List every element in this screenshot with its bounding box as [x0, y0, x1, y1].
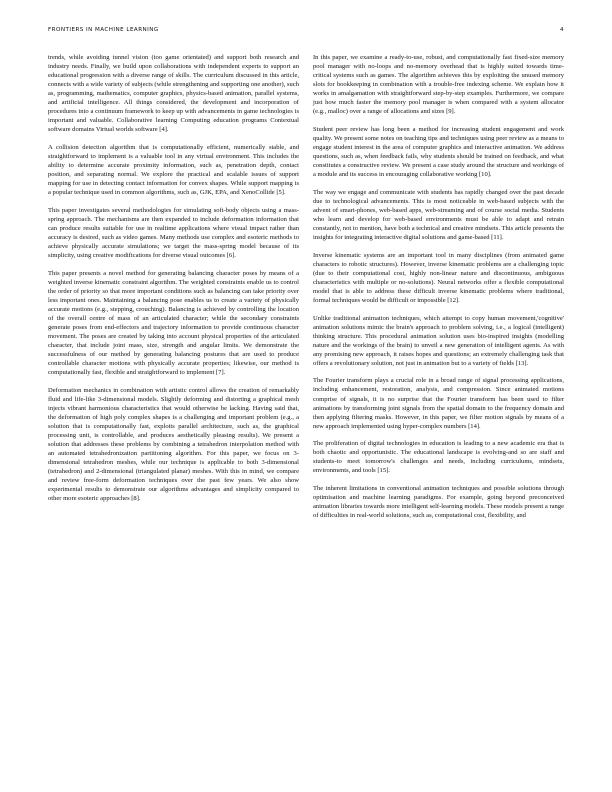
right-column: [313, 53, 564, 520]
right-paragraph-4: Inverse kinematic systems are an important tool in many disciplines (from animated game characters to robotic structures). However, inverse kinematic problems are a challenging topic (due to their computational cost, highly non-linear nature and discontinuous, ambiguous characteristics with multiple or no-solutions). Neural networks offer a flexible computational model that is able to address these difficult inverse kinematic problems where traditional, formal techniques would be difficult or impossible [12].: [313, 251, 564, 304]
right-paragraph-5: Unlike traditional animation techniques, which attempt to copy human movement,'cognitive' animation solutions mimic the brain's approach to problem solving, i.e., a logical (intelligent) thinking structure. This procedural animation solution uses bio-inspired insights (modelling nature and the workings of the brain) to unveil a new generation of intelligent agents. As with any promising new approach, it raises hopes and questions; an extremely challenging task that offers a revolutionary solution, not just in animation but to a variety of fields [13].: [313, 314, 564, 367]
right-paragraph-6: The Fourier transform plays a crucial role in a broad range of signal processing applications, including enhancement, restoration, analysis, and compression. Since animated motions comprise of signals, it is no surprise that the Fourier transform has been used to filter animations by transforming joint signals from the spatial domain to the frequency domain and then applying filtering masks. However, in this paper, we filter motion signals by means of a new approach implemented using hyper-complex numbers [14].: [313, 377, 564, 430]
running-head: [48, 27, 564, 37]
left-paragraph-3: This paper investigates several methodologies for simulating soft-body objects using a mass- spring approach. The mechanisms are then expanded to include deformation information that can produce results suitable for use in realtime applications where visual impact rather than accuracy is desired, such as video games. Many methods use complex and esoteric methods to achieve physically accurate simulations; we target the mass-spring model because of its simplicity, using creative modifications for diverse visual outcomes [6].: [48, 206, 299, 260]
right-paragraph-3: The way we engage and communicate with students has rapidly changed over the past decade due to technological advancements. This is most noticeable in web-based subjects with the advent of smart-phones, web-based apps, web-streaming and of course social media. Students who learn and develop for web-based environments must be able to adapt and retrain constantly, not to mention, have both a technical and creative mindsets. This article presents the insights for integrating interactive digital solutions and game-based [11].: [313, 188, 564, 242]
left-paragraph-1: trends, while avoiding tunnel vision (too game orientated) and support both research and industry needs. Finally, we build upon collaborations with independent experts to support an educational progression with a diverse range of skills. The curriculum discussed in this article, connects with a wide variety of subjects (while strengthening and supporting one another), such as, programming, mathematics, computer graphics, physics-based animation, parallel systems, and artificial intelligence. All things considered, the development and incorporation of procedures into a continuum framework to keep up with advancements in game technologies is important and valuable. Collaborative learning Computing education programs Contextual software domains Virtual worlds software [4].: [48, 54, 299, 134]
right-paragraph-1: In this paper, we examine a ready-to-use, robust, and computationally fast fixed-size memory pool manager with no-loops and no-memory overhead that is highly suited towards time-critical systems such as games. The algorithm achieves this by exploiting the unused memory slots for bookkeeping in combination with a trouble-free indexing scheme. We explain how it works in amalgamation with straightforward step-by-step examples. Furthermore, we compare just how much faster the memory pool manager is when compared with a system allocator (e.g., malloc) over a range of allocations and sizes [9].: [313, 54, 564, 116]
journal-name: FRONTIERS IN MACHINE LEARNING: [48, 27, 159, 33]
left-column: [48, 53, 299, 504]
right-paragraph-8: The inherent limitations in conventional animation techniques and possible solutions through optimisation and machine learning paradigms. For example, going beyond preconceived animation libraries towards more intelligent self-learning models. These models present a range of difficulties in real-world solutions, such as, computational cost, flexibility, and: [313, 485, 564, 520]
right-paragraph-7: The proliferation of digital technologies in education is leading to a new academic era that is both chaotic and opportunistic. The educational landscape is evolving-and so are staff and students-to meet tomorrow's challenges and needs, including curriculums, mindsets, environments, and tools [15].: [313, 440, 564, 475]
left-paragraph-5: Deformation mechanics in combination with artistic control allows the creation of remarkably fluid and life-like 3-dimensional models. Slightly deforming and distorting a graphical mesh injects vibrant harmonious characteristics that would otherwise be lacking. Having said that, the deformation of high poly complex shapes is a challenging and important problem (e.g., a solution that is computationally fast, exploits parallel architecture, such as, the graphical processing unit, is controllable, and produces aesthetically pleasing results). We present a solution that addresses these problems by combining a tetrahedron interpolation method with an automated tetrahedronization partitioning algorithm. For this paper, we focus on 3-dimensional tetrahedron meshes, while our technique is applicable to both 3-dimensional (tetrahedron) and 2-dimensional (triangulated planar) meshes. With this in mind, we compare and review free-form deformation techniques over the past few years. We also show experimental results to demonstrate our algorithms advantages and simplicity compared to other more esoteric approaches [8].: [48, 386, 299, 503]
left-paragraph-4: This paper presents a novel method for generating balancing character poses by means of a weighted inverse kinematic constraint algorithm. The weighted constraints enable us to control the order of priority so that more important conditions such as balancing can take priority over less important ones. Maintaining a balancing pose enables us to create a variety of physically accurate motions (e.g., stepping, crouching). Balancing is achieved by controlling the location of the overall centre of mass of an articulated character; while the secondary constraints generate poses from end-effectors and trajectory information to provide continuous character movement. The poses are created by taking into account physical properties of the articulated character, that include joint mass, size, strength and angular limits. We demonstrate the successfulness of our method by generating balancing postures that are used to produce controllable character motions with physically accurate properties; likewise, our method is computationally fast, flexible and straightforward to implement [7].: [48, 269, 299, 377]
page-number: 4: [559, 27, 564, 33]
right-paragraph-2: Student peer review has long been a method for increasing student engagement and work quality. We present some notes on teaching tips and techniques using peer review as a means to engage student interest in the area of computer graphics and interactive animation. We address questions, such as, when feedback fails, why students should be trained on feedback, and what constitutes a constructive review. We present a case study around the structure and workings of a module and its success in encouraging collaborative working [10].: [313, 125, 564, 179]
left-paragraph-2: A collision detection algorithm that is computationally efficient, numerically stable, and straightforward to implement is a valuable tool in any virtual environment. This includes the ability to determine accurate proximity information, such as, penetration depth, contact position, and separating normal. We explore the practical and scalable issues of support mapping for use in detecting contact information for convex shapes. While support mapping is a popular technique used in common algorithms, such as, GJK, EPA, and XenoCollide [5].: [48, 144, 299, 197]
